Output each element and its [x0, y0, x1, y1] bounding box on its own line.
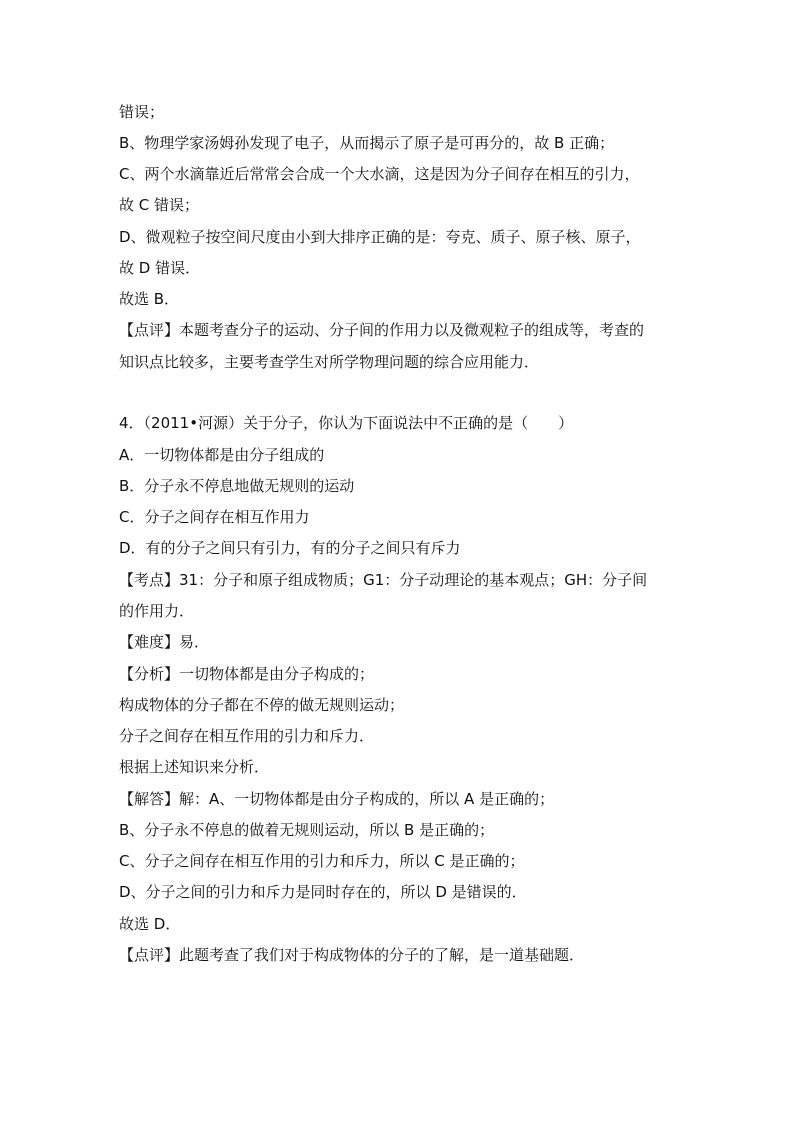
jieda-line: B、分子永不停息的做着无规则运动，所以 B 是正确的； — [119, 821, 495, 839]
dianping-line — [119, 945, 584, 965]
option-d: D．有的分子之间只有引力，有的分子之间只有斥力 — [119, 539, 461, 557]
text-line: C、两个水滴靠近后常常会合成一个大水滴，这是因为分子间存在相互的引力， — [119, 165, 640, 183]
fenxi-tag: 【分析】 — [119, 665, 180, 683]
comment-line: 知识点比较多，主要考查学生对所学物理问题的综合应用能力． — [119, 353, 540, 371]
comment-tag: 【点评】 — [119, 321, 180, 339]
jieda-line — [119, 789, 554, 809]
kaodian-text: 31：分子和原子组成物质；G1：分子动理论的基本观点；GH：分子间 — [179, 571, 648, 589]
question-stem: 4．（2011•河源）关于分子，你认为下面说法中不正确的是（ ） — [119, 414, 574, 432]
text-line: 错误； — [119, 103, 165, 121]
nandu-line — [119, 632, 209, 652]
fenxi-line: 构成物体的分子都在不停的做无规则运动； — [119, 696, 405, 714]
dianping-text: 此题考查了我们对于构成物体的分子的了解，是一道基础题． — [179, 946, 585, 964]
jieda-tag: 【解答】 — [119, 790, 180, 808]
text-line: B、物理学家汤姆孙发现了电子，从而揭示了原子是可再分的，故 B 正确； — [119, 134, 615, 152]
nandu-text: 易． — [179, 633, 210, 651]
nandu-tag: 【难度】 — [119, 633, 180, 651]
option-a: A．一切物体都是由分子组成的 — [119, 446, 325, 464]
fenxi-line: 根据上述知识来分析． — [119, 758, 270, 776]
kaodian-tag: 【考点】 — [119, 571, 180, 589]
kaodian-line — [119, 570, 647, 590]
kaodian-line: 的作用力． — [119, 602, 195, 620]
jieda-line: 故选 D． — [119, 915, 181, 933]
option-b: B．分子永不停息地做无规则的运动 — [119, 477, 355, 495]
option-c: C．分子之间存在相互作用力 — [119, 508, 310, 526]
fenxi-line: 分子之间存在相互作用的引力和斥力． — [119, 727, 375, 745]
text-line: 故 D 错误． — [119, 259, 201, 277]
text-line: 故 C 错误； — [119, 196, 200, 214]
jieda-line: C、分子之间存在相互作用的引力和斥力，所以 C 是正确的； — [119, 852, 525, 870]
jieda-text: 解：A、一切物体都是由分子构成的，所以 A 是正确的； — [179, 790, 555, 808]
comment-line — [119, 320, 644, 340]
dianping-tag: 【点评】 — [119, 946, 180, 964]
text-line: 故选 B． — [119, 290, 180, 308]
text-line: D、微观粒子按空间尺度由小到大排序正确的是：夸克、质子、原子核、原子， — [119, 228, 641, 246]
fenxi-text: 一切物体都是由分子构成的； — [179, 665, 375, 683]
fenxi-line — [119, 664, 374, 684]
jieda-line: D、分子之间的引力和斥力是同时存在的，所以 D 是错误的． — [119, 883, 527, 901]
comment-text: 本题考查分子的运动、分子间的作用力以及微观粒子的组成等，考查的 — [179, 321, 645, 339]
